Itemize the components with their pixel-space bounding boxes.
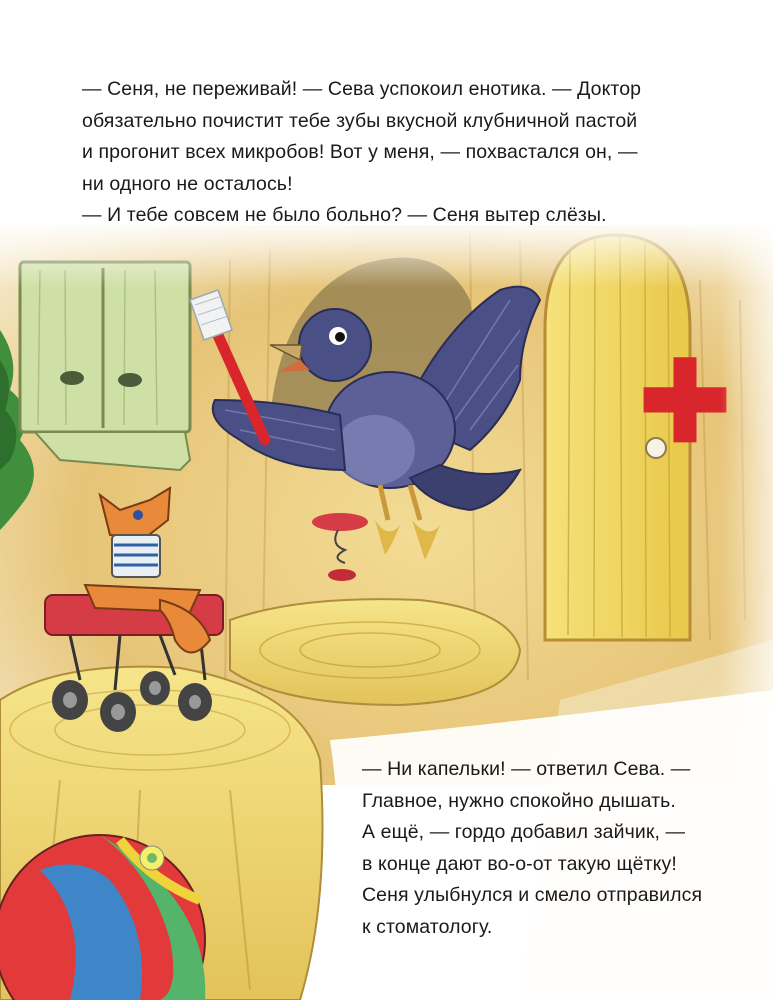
wall-cabinet-icon	[20, 262, 190, 470]
text-line: в конце дают во-о-от такую щётку!	[362, 852, 677, 875]
text-line: к стоматологу.	[362, 915, 493, 938]
text-line: А ещё, — гордо добавил зайчик, —	[362, 821, 686, 843]
text-line: Сеня улыбнулся и смело отправился	[362, 884, 703, 906]
text-line: и прогонит всех микробов! Вот у меня, — похвастался он, —	[82, 141, 638, 163]
text-line: обязательно почистит тебе зубы вкусной клубничной пастой	[82, 109, 638, 132]
flower-icon	[140, 846, 164, 870]
stump-table-icon	[230, 599, 520, 705]
text-line: Главное, нужно спокойно дышать.	[362, 789, 676, 812]
text-line: — Ни капельки! — ответил Сева. —	[362, 758, 691, 780]
text-line: ни одного не осталось!	[82, 172, 293, 195]
top-paragraph	[82, 74, 641, 232]
text-line: — И тебе совсем не было больно? — Сеня вытер слёзы.	[82, 204, 607, 226]
text-line: — Сеня, не переживай! — Сева успокоил енотика. — Доктор	[82, 78, 642, 100]
bottom-paragraph	[362, 754, 702, 943]
